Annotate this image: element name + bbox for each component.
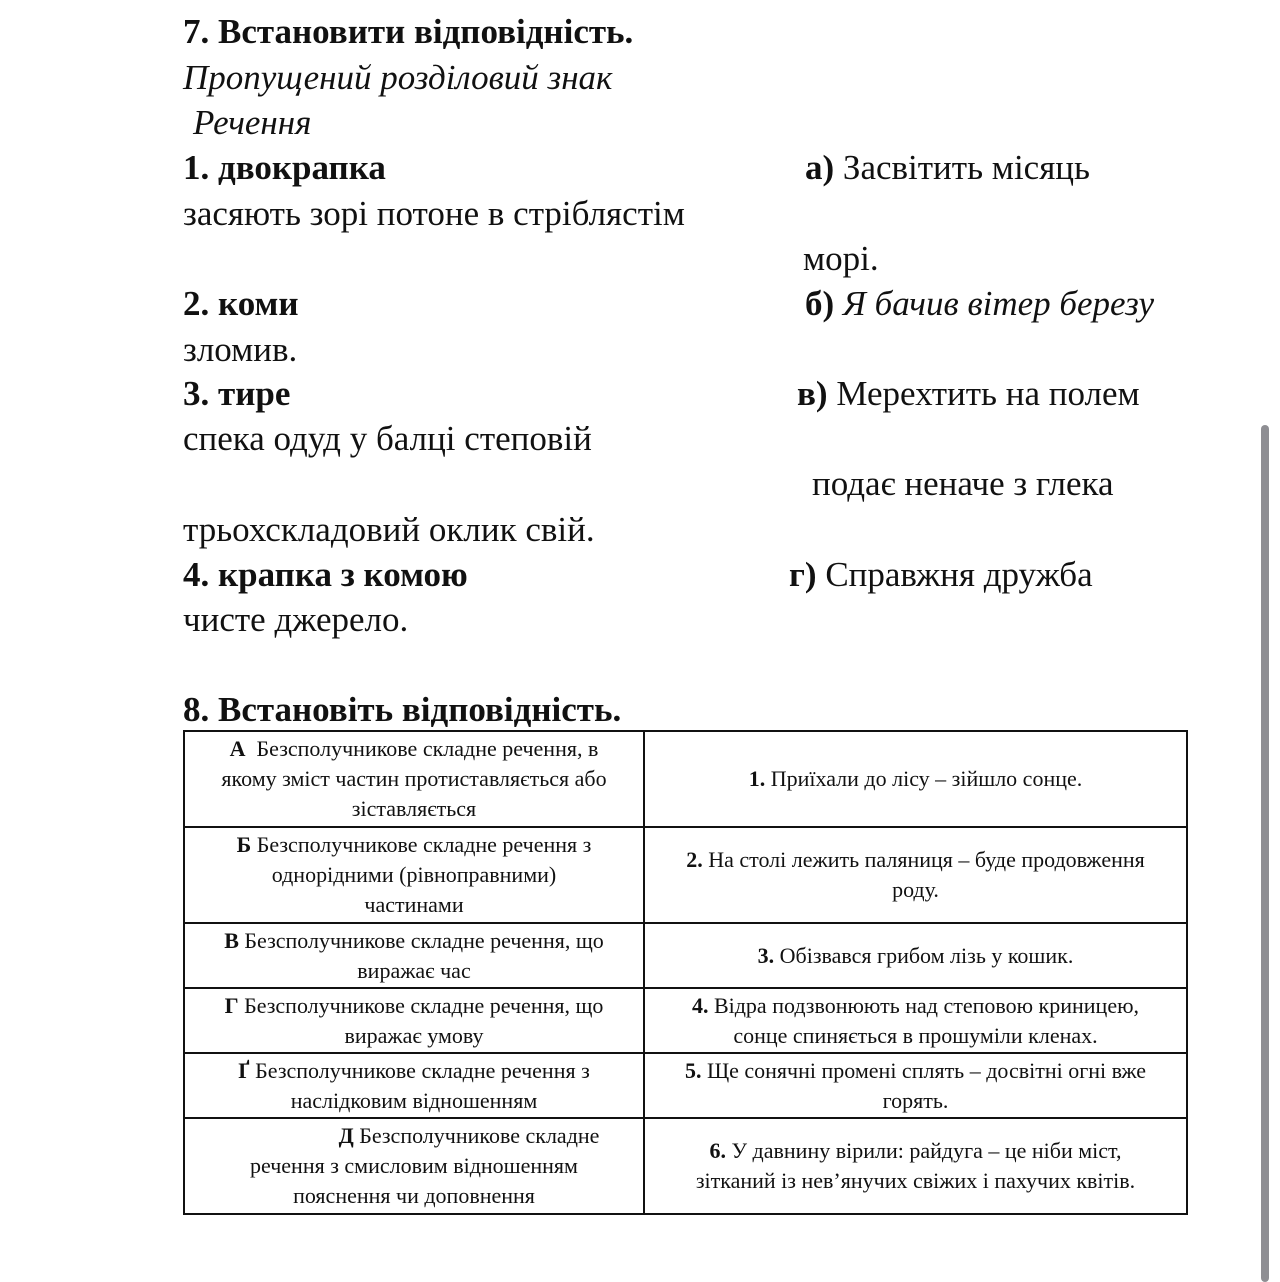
sentence-b-line: зломив. (183, 330, 298, 369)
matching-table (183, 730, 1188, 1215)
sentence-g (789, 557, 1093, 592)
table-cell-left: Ґ Безсполучникове складне речення з наслідковим відношенням (184, 1053, 644, 1118)
punct-item-4: 4. крапка з комою (183, 555, 468, 594)
task8-title: 8. Встановіть відповідність. (183, 690, 622, 729)
sentence-a (805, 150, 1090, 185)
table-cell-right: 4. Відра подзвонюють над степовою криницею, сонце спиняється в прошуміли кленах. (644, 988, 1187, 1053)
row-number: 1. (748, 766, 766, 792)
sentence-a-label: а) (805, 148, 835, 187)
task7-title: 7. Встановити відповідність. (183, 12, 634, 51)
sentence-a-line: засяють зорі потоне в стріблястім (183, 194, 685, 233)
task7-subtitle-left: Пропущений розділовий знак (183, 58, 613, 97)
table-row (184, 1053, 1187, 1118)
sentence-g-label: г) (789, 555, 817, 594)
sentence-v-text: Мерехтить на полем (836, 374, 1140, 413)
table-row (184, 923, 1187, 988)
table-cell-right: 6. У давнину вірили: райдуга – це ніби міст, зітканий із нев’янучих свіжих і пахучих квітів. (644, 1118, 1187, 1214)
table-cell-left: А Безсполучникове складне речення, в якому зміст частин протиставляється або зіставляється (184, 731, 644, 827)
scrollbar-thumb[interactable] (1261, 425, 1269, 1282)
table-row (184, 988, 1187, 1053)
sentence-a-text: Засвітить місяць (842, 148, 1090, 187)
table-cell-left: Г Безсполучникове складне речення, що виражає умову (184, 988, 644, 1053)
table-cell-right: 2. На столі лежить паляниця – буде продовження роду. (644, 827, 1187, 923)
sentence-b-text: Я бачив вітер березу (842, 284, 1155, 323)
sentence-v-label: в) (797, 374, 828, 413)
punct-item-1: 1. двокрапка (183, 148, 386, 187)
punct-item-3: 3. тире (183, 374, 291, 413)
row-letter: Г (224, 992, 239, 1018)
sentence-g-text: Справжня дружба (825, 555, 1093, 594)
row-number: 3. (757, 942, 775, 968)
sentence-b (805, 286, 1154, 321)
table-row (184, 731, 1187, 827)
sentence-v (797, 376, 1140, 411)
table-row (184, 1118, 1187, 1214)
sentence-b-label: б) (805, 284, 835, 323)
row-number: 5. (684, 1057, 702, 1083)
task7-subtitle-right: Речення (193, 103, 312, 142)
sentence-v-line: трьохскладовий оклик свій. (183, 510, 595, 549)
row-letter: Д (338, 1123, 354, 1149)
row-letter: Ґ (238, 1057, 250, 1083)
sentence-v-line: подає неначе з глека (812, 464, 1114, 503)
punct-item-2: 2. коми (183, 284, 299, 323)
table-cell-right: 1. Приїхали до лісу – зійшло сонце. (644, 731, 1187, 827)
table-cell-right: 5. Ще сонячні промені сплять – досвітні огні вже горять. (644, 1053, 1187, 1118)
row-number: 6. (709, 1138, 726, 1164)
row-letter: А (229, 736, 246, 762)
row-letter: В (224, 927, 239, 953)
row-letter: Б (236, 832, 252, 858)
table-cell-left: Б Безсполучникове складне речення з однорідними (рівноправними) частинами (184, 827, 644, 923)
table-cell-left: Д Безсполучникове складне речення з смисловим відношенням пояснення чи доповнення (184, 1118, 644, 1214)
table-row (184, 827, 1187, 923)
row-number: 2. (686, 847, 703, 873)
table-cell-right: 3. Обізвався грибом лізь у кошик. (644, 923, 1187, 988)
sentence-g-line: чисте джерело. (183, 600, 409, 639)
sentence-a-line: морі. (803, 239, 879, 278)
sentence-v-line: спека одуд у балці степовій (183, 419, 592, 458)
row-number: 4. (691, 992, 709, 1018)
table-cell-left: В Безсполучникове складне речення, що виражає час (184, 923, 644, 988)
